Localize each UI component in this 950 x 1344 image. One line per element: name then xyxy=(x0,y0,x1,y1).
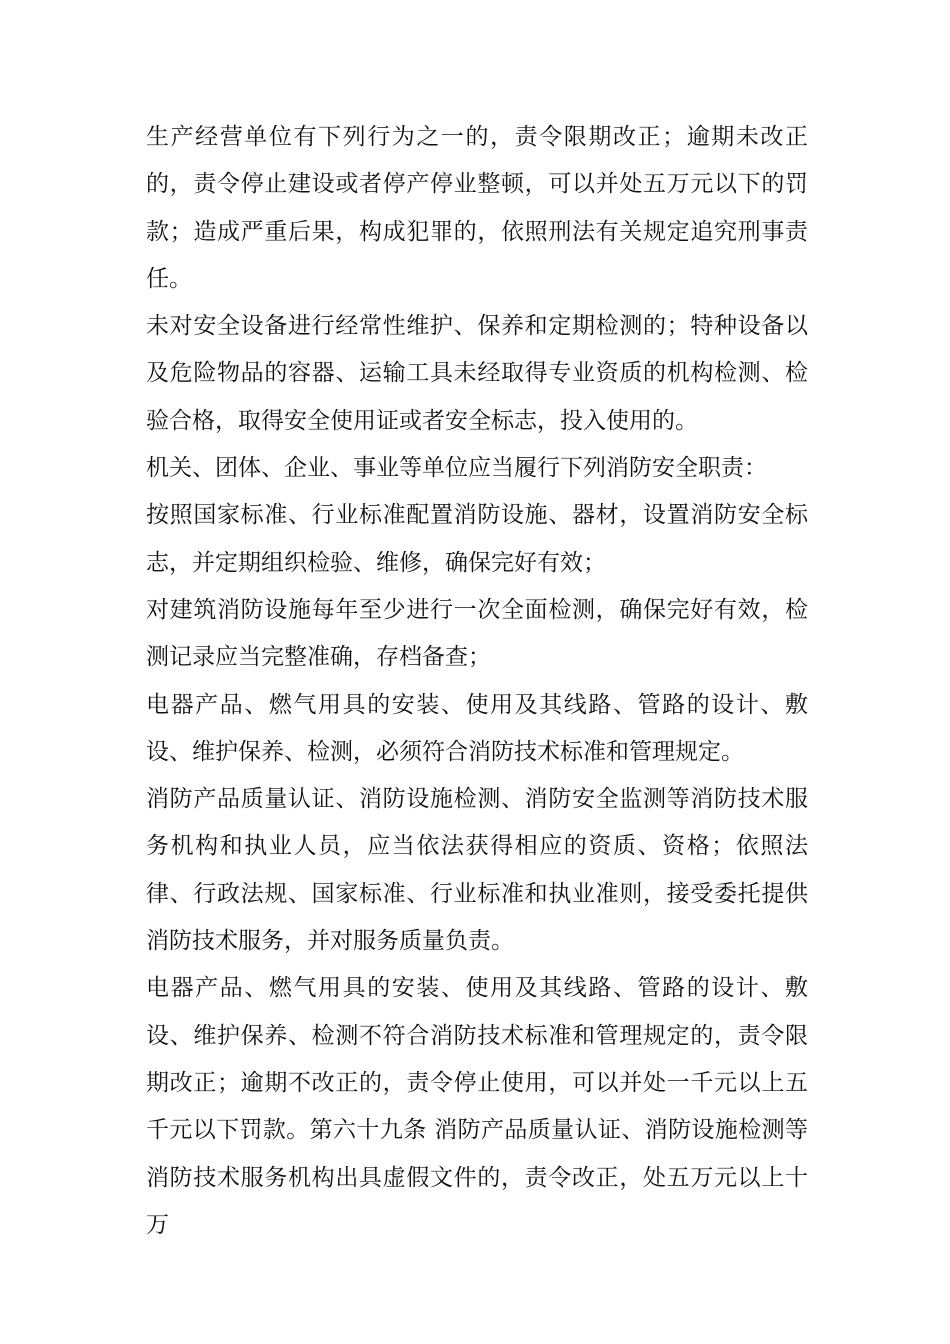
paragraph-electrical-gas: 电器产品、燃气用具的安装、使用及其线路、管路的设计、敷设、维护保养、检测，必须符合消防技术标准和管理规定。 xyxy=(146,691,808,765)
paragraph-technical-services: 消防产品质量认证、消防设施检测、消防安全监测等消防技术服务机构和执业人员，应当依法获得相应的资质、资格；依照法律、行政法规、国家标准、行业标准和执业准则，接受委托提供消防技术服务，并对服务质量负责。 xyxy=(146,786,808,955)
paragraph-fire-duties-intro: 机关、团体、企业、事业等单位应当履行下列消防安全职责： xyxy=(146,455,767,482)
document-body xyxy=(146,114,808,1249)
paragraph-production-violations: 生产经营单位有下列行为之一的，责令限期改正；逾期未改正的，责令停止建设或者停产停业整顿，可以并处五万元以下的罚款；造成严重后果，构成犯罪的，依照刑法有关规定追究刑事责任。 xyxy=(146,124,808,292)
paragraph-safety-equipment: 未对安全设备进行经常性维护、保养和定期检测的；特种设备以及危险物品的容器、运输工具未经取得专业资质的机构检测、检验合格，取得安全使用证或者安全标志，投入使用的。 xyxy=(146,313,808,434)
paragraph-fire-equipment: 按照国家标准、行业标准配置消防设施、器材，设置消防安全标志，并定期组织检验、维修，确保完好有效； xyxy=(146,502,808,576)
paragraph-penalties: 电器产品、燃气用具的安装、使用及其线路、管路的设计、敷设、维护保养、检测不符合消防技术标准和管理规定的，责令限期改正；逾期不改正的，责令停止使用，可以并处一千元以上五千元以下罚款。第六十九条 消防产品质量认证、消防设施检测等消防技术服务机构出具虚假文件的，责令改正，处五万元以上十万 xyxy=(146,975,808,1238)
paragraph-annual-inspection: 对建筑消防设施每年至少进行一次全面检测，确保完好有效，检测记录应当完整准确，存档备查； xyxy=(146,596,808,671)
